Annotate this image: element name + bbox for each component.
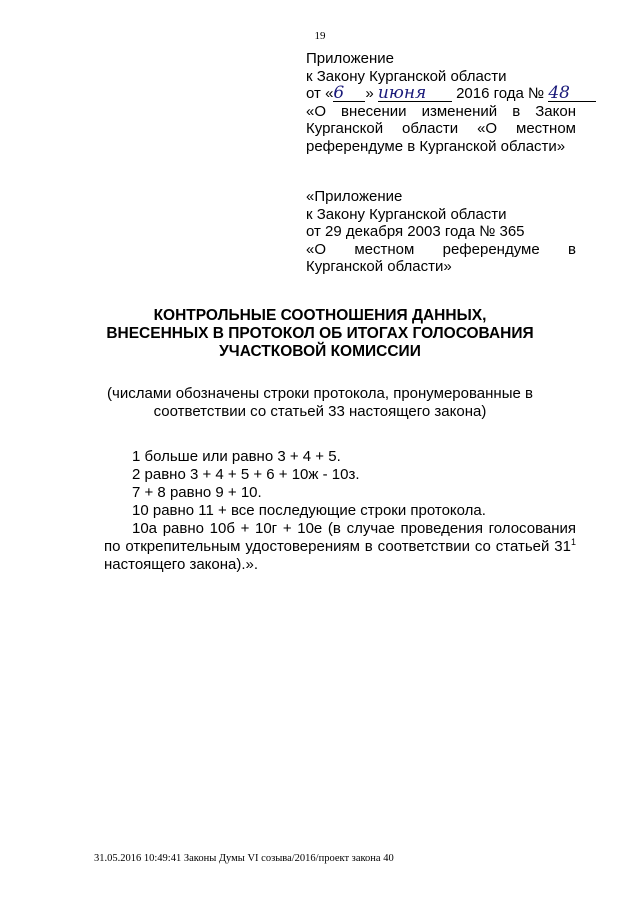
document-title xyxy=(70,307,570,361)
appendix-header-old xyxy=(306,188,576,276)
rule-5-text: 10а равно 10б + 10г + 10е (в случае проведения голосования по открепительным удостоверениям в соответствии со статьей 31 xyxy=(104,520,576,555)
close-quote: » xyxy=(365,85,374,102)
appendix-old-line5: Курганской области» xyxy=(306,258,452,275)
rule-4: 10 равно 11 + все последующие строки протокола. xyxy=(132,502,486,519)
date-prefix: от xyxy=(306,85,321,102)
control-ratios-list xyxy=(104,448,576,574)
appendix-new-line2: к Закону Курганской области xyxy=(306,67,507,85)
day-field xyxy=(333,83,365,103)
appendix-new-line6: референдуме в Курганской области» xyxy=(306,137,566,155)
appendix-old-line2: к Закону Курганской области xyxy=(306,205,507,223)
handwritten-month: июня xyxy=(377,83,427,103)
law-number-field xyxy=(548,83,596,103)
appendix-new-line5: Курганской области «О местном xyxy=(306,120,576,137)
rule-3: 7 + 8 равно 9 + 10. xyxy=(132,484,262,501)
handwritten-day: 6 xyxy=(333,83,345,103)
handwritten-law-number: 48 xyxy=(548,83,570,103)
subtitle-line1: (числами обозначены строки протокола, пронумерованные в xyxy=(107,385,533,402)
year-text: 2016 года № xyxy=(456,85,545,102)
document-subtitle xyxy=(70,385,570,421)
subtitle-line2: соответствии со статьей 33 настоящего закона) xyxy=(153,403,487,420)
rule-2: 2 равно 3 + 4 + 5 + 6 + 10ж - 10з. xyxy=(132,466,360,483)
rule-1: 1 больше или равно 3 + 4 + 5. xyxy=(132,448,341,465)
month-field xyxy=(377,83,452,103)
article-superscript: 1 xyxy=(570,537,576,547)
appendix-old-line1: «Приложение xyxy=(306,188,403,205)
open-quote: « xyxy=(325,85,334,102)
rule-5-tail: настоящего закона).». xyxy=(104,556,259,573)
rule-5 xyxy=(104,520,576,574)
footer-file-stamp: 31.05.2016 10:49:41 Законы Думы VI созыва/2016/проект закона 40 xyxy=(94,853,394,864)
appendix-new-line1: Приложение xyxy=(306,50,394,67)
appendix-header-new xyxy=(306,50,576,155)
appendix-old-line3: от 29 декабря 2003 года № 365 xyxy=(306,223,525,240)
title-line1: КОНТРОЛЬНЫЕ СООТНОШЕНИЯ ДАННЫХ, xyxy=(153,307,487,324)
title-line2: ВНЕСЕННЫХ В ПРОТОКОЛ ОБ ИТОГАХ ГОЛОСОВАНИЯ xyxy=(106,325,534,342)
appendix-old-line4: «О местном референдуме в xyxy=(306,240,576,258)
appendix-new-date-line xyxy=(306,85,576,103)
page-number: 19 xyxy=(314,30,326,42)
title-line3: УЧАСТКОВОЙ КОМИССИИ xyxy=(219,343,421,360)
appendix-new-line4: «О внесении изменений в Закон xyxy=(306,102,576,120)
